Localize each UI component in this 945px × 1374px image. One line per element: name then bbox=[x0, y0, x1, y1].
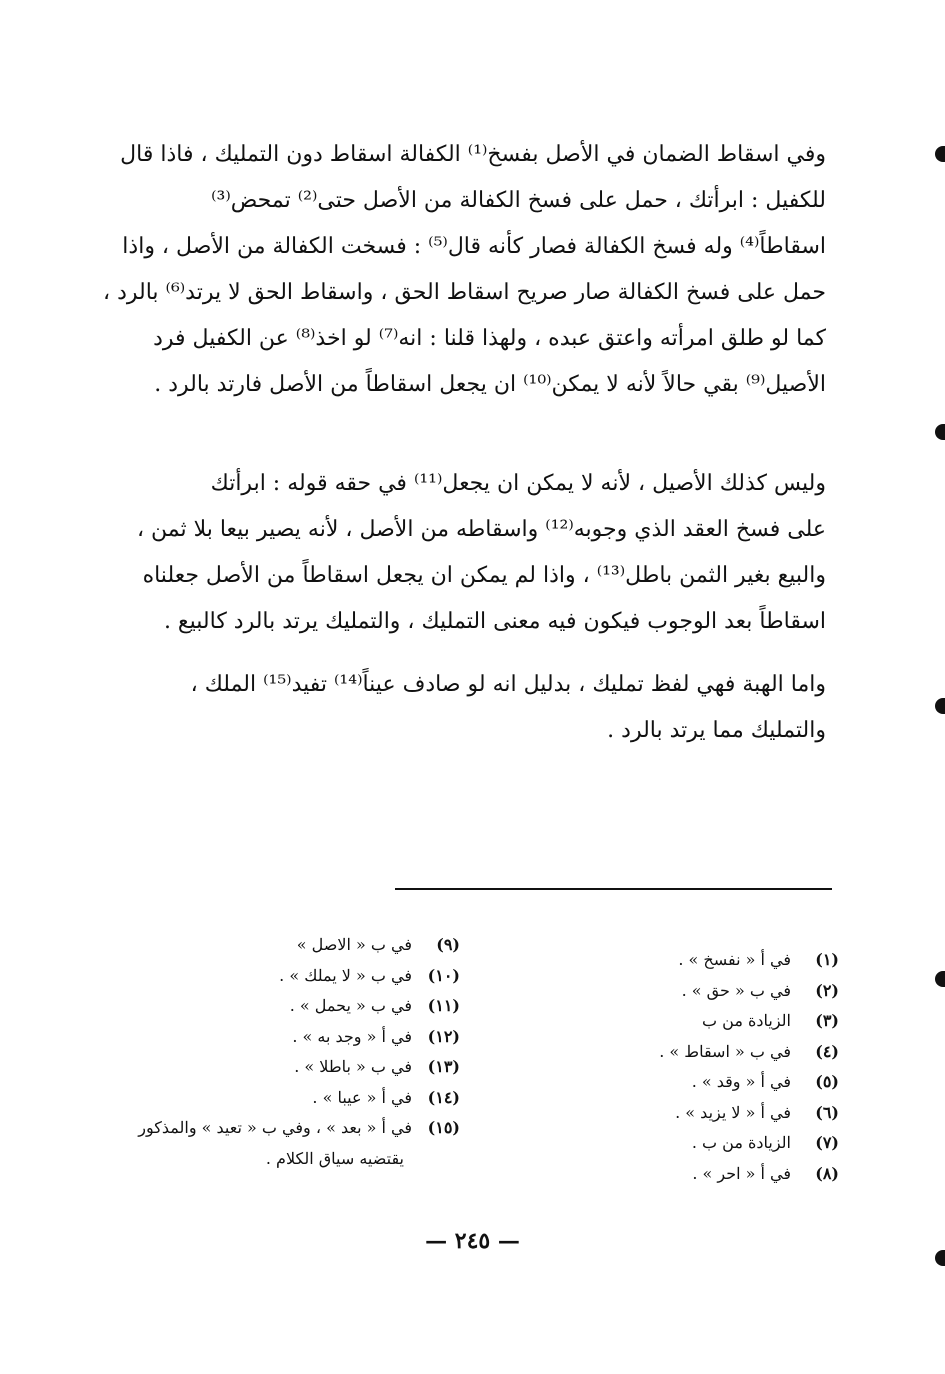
text-line: كما لو طلق امرأته واعتق عبده ، ولهذا قلنا : انه⁽⁷⁾ لو اخذ⁽⁸⁾ عن الكفيل فرد bbox=[153, 326, 826, 351]
text-line: اسقاطاً⁽⁴⁾ وله فسخ الكفالة فصار كأنه قال⁽⁵⁾ : فسخت الكفالة من الأصل ، واذا bbox=[122, 234, 826, 259]
footnote-number: (٨) bbox=[815, 1163, 839, 1183]
footnote-number: (٧) bbox=[815, 1133, 839, 1152]
footnote-item bbox=[130, 930, 460, 961]
footnote-text: في أ « وقد » . bbox=[691, 1072, 791, 1091]
footnote-text: الزيادة من ب . bbox=[691, 1133, 791, 1152]
text-line: والتمليك مما يرتد بالرد . bbox=[607, 718, 826, 743]
footnote-number: (١) bbox=[815, 950, 839, 969]
edge-mark-decoration bbox=[935, 146, 945, 162]
text-line: وفي اسقاط الضمان في الأصل بفسخ⁽¹⁾ الكفالة اسقاط دون التمليك ، فاذا قال bbox=[120, 142, 826, 167]
text-line: واما الهبة فهي لفظ تمليك ، بدليل انه لو صادف عيناً⁽¹⁴⁾ تفيد⁽¹⁵⁾ الملك ، bbox=[190, 672, 826, 697]
footnote-item bbox=[130, 961, 460, 992]
footnote-text: في أ « نفسخ » . bbox=[678, 950, 791, 969]
footnote-text: في ب « لا يملك » . bbox=[279, 965, 412, 985]
footnote-text: في أ « وجد به » . bbox=[292, 1026, 412, 1046]
footnote-item bbox=[639, 945, 839, 976]
text-line: اسقاطاً بعد الوجوب فيكون فيه معنى التمليك ، والتمليك يرتد بالرد كالبيع . bbox=[163, 609, 826, 634]
footnote-text: الزيادة من ب bbox=[702, 1011, 791, 1030]
footnote-text: في أ « بعد » ، وفي ب « تعيد » والمذكور bbox=[138, 1118, 412, 1137]
footnote-item bbox=[639, 1037, 839, 1068]
footnote-number: (٦) bbox=[815, 1102, 839, 1122]
footnote-number: (١٤) bbox=[427, 1087, 460, 1107]
footnote-continuation: يقتضيه سياق الكلام . bbox=[265, 1148, 404, 1168]
edge-mark-decoration bbox=[935, 971, 945, 987]
footnote-item bbox=[130, 1113, 460, 1144]
paragraph-2 bbox=[138, 461, 826, 645]
edge-mark-decoration bbox=[935, 698, 945, 714]
footnote-item bbox=[130, 991, 460, 1022]
footnote-number: (١١) bbox=[427, 996, 460, 1015]
footnotes-left-column bbox=[130, 930, 460, 1174]
footnote-text: في أ « لا يزيد » . bbox=[675, 1102, 791, 1122]
footnote-item bbox=[639, 1067, 839, 1098]
footnote-number: (١٥) bbox=[427, 1118, 460, 1137]
footnote-item bbox=[130, 1083, 460, 1114]
paragraph-3 bbox=[138, 662, 826, 754]
footnotes-right-column bbox=[639, 945, 839, 1189]
text-line: والبيع بغير الثمن باطل⁽¹³⁾ ، واذا لم يمكن ان يجعل اسقاطاً من الأصل جعلناه bbox=[142, 563, 826, 588]
edge-mark-decoration bbox=[935, 1250, 945, 1266]
footnote-item bbox=[639, 976, 839, 1007]
footnote-text: في ب « الاصل » bbox=[296, 935, 412, 954]
footnote-item bbox=[639, 1006, 839, 1037]
footnote-item bbox=[639, 1098, 839, 1129]
footnote-item bbox=[130, 1052, 460, 1083]
page-number: — ٢٤٥ — bbox=[425, 1228, 520, 1254]
footnote-text: في أ « عيبا » . bbox=[312, 1087, 412, 1107]
footnote-item bbox=[639, 1128, 839, 1159]
text-line: وليس كذلك الأصيل ، لأنه لا يمكن ان يجعل⁽¹¹⁾ في حقه قوله : ابرأتك bbox=[210, 471, 826, 496]
text-line: على فسخ العقد الذي وجوبه⁽¹²⁾ واسقاطه من الأصل ، لأنه يصير بيعا بلا ثمن ، bbox=[136, 517, 826, 542]
footnote-text: في ب « يحمل » . bbox=[289, 996, 412, 1015]
footnote-number: (٣) bbox=[815, 1011, 839, 1030]
footnote-number: (١٢) bbox=[427, 1026, 460, 1046]
edge-mark-decoration bbox=[935, 424, 945, 440]
footnote-text: في ب « اسقاط » . bbox=[659, 1041, 791, 1061]
text-line: الأصيل⁽⁹⁾ بقي حالاً لأنه لا يمكن⁽¹⁰⁾ ان يجعل اسقاطاً من الأصل فارتد بالرد . bbox=[154, 372, 826, 397]
footnote-number: (٢) bbox=[815, 980, 839, 1000]
footnote-number: (٩) bbox=[436, 935, 460, 954]
footnote-number: (٤) bbox=[815, 1041, 839, 1061]
text-line: للكفيل : ابرأتك ، حمل على فسخ الكفالة من الأصل حتى⁽²⁾ تمحض⁽³⁾ bbox=[211, 188, 826, 213]
footnote-number: (١٣) bbox=[427, 1057, 460, 1076]
footnote-item bbox=[130, 1022, 460, 1053]
footnote-text: في أ « احر » . bbox=[692, 1163, 791, 1183]
text-line: حمل على فسخ الكفالة صار صريح اسقاط الحق ، واسقاط الحق لا يرتد⁽⁶⁾ بالرد ، bbox=[102, 280, 826, 305]
footnote-separator bbox=[395, 888, 832, 890]
footnote-number: (٥) bbox=[815, 1072, 839, 1091]
footnote-number: (١٠) bbox=[427, 965, 460, 985]
footnote-text: في ب « حق » . bbox=[681, 980, 791, 1000]
footnote-item bbox=[639, 1159, 839, 1190]
paragraph-1 bbox=[102, 132, 826, 408]
footnote-text: في ب « باطلا » . bbox=[294, 1057, 412, 1076]
